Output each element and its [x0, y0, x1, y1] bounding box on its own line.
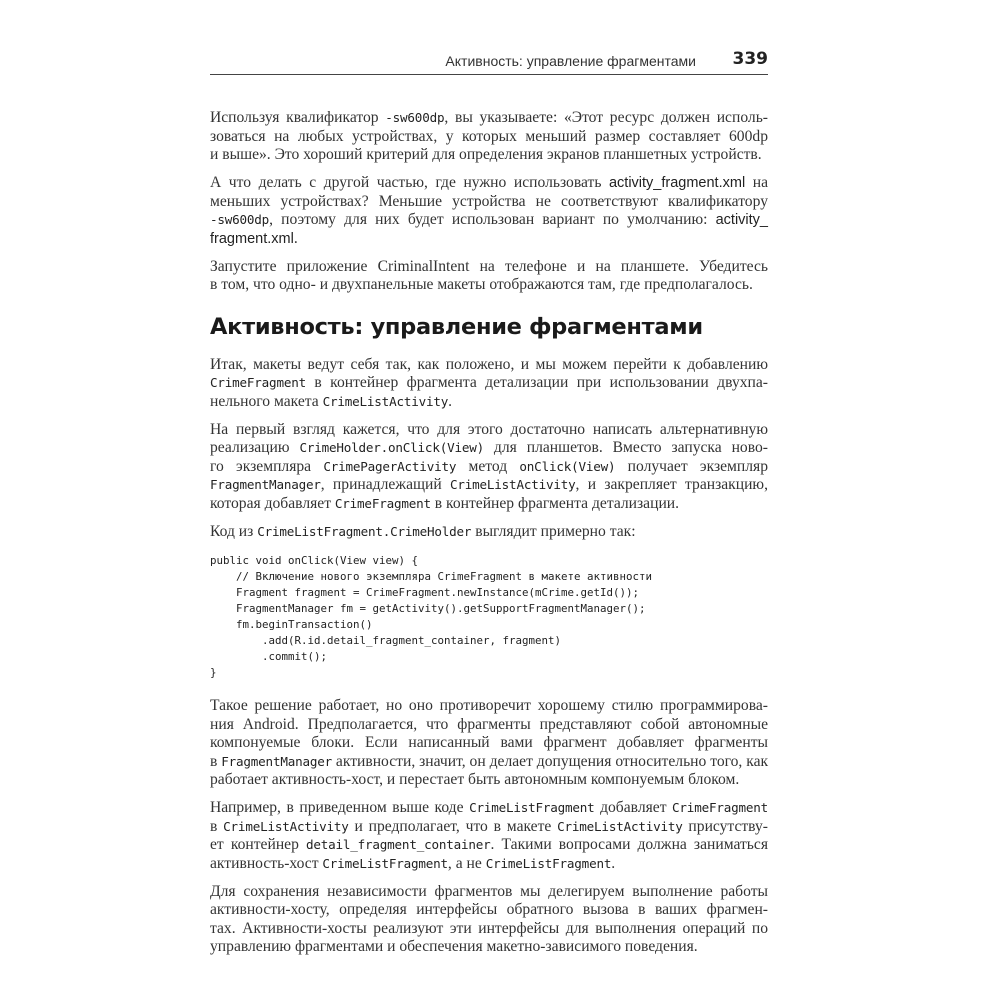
text-run: тах. Активности-хосты реализуют эти интерфейсы для выполнения операций по	[210, 919, 768, 937]
text-line	[210, 393, 768, 412]
text-run: .	[448, 392, 453, 410]
text-line	[210, 697, 768, 716]
text-line	[210, 799, 768, 818]
paragraph	[210, 697, 768, 790]
inline-code: onClick(View)	[519, 458, 616, 474]
text-line	[210, 458, 768, 477]
text-line	[210, 276, 768, 295]
text-run: выглядит примерно так:	[471, 522, 636, 540]
text-line	[210, 109, 768, 128]
text-run: На первый взгляд кажется, что для этого достаточно написать альтернативную	[210, 420, 768, 438]
inline-code: FragmentManager	[221, 753, 332, 769]
inline-code: -sw600dp	[385, 110, 445, 125]
text-line	[210, 753, 768, 772]
code-line: FragmentManager fm = getActivity().getSupportFragmentManager();	[210, 602, 646, 615]
code-line: .commit();	[210, 650, 328, 663]
inline-code: CrimeHolder.onClick(View)	[299, 440, 484, 455]
inline-code: CrimeListFragment	[485, 855, 612, 871]
text-line	[210, 128, 768, 147]
code-line: // Включение нового экземпляра CrimeFragment в макете активности	[210, 570, 653, 583]
text-run: активность-хост	[210, 854, 323, 872]
code-line: .add(R.id.detail_fragment_container, fragment)	[210, 634, 562, 647]
text-run: го экземпляра	[210, 457, 324, 475]
text-run: Такое решение работает, но оно противоречит хорошему стилю программирова-	[210, 697, 768, 714]
text-run: в том, что одно- и двухпанельные макеты отображаются там, где предполагалось.	[210, 276, 753, 293]
section-heading: Активность: управление фрагментами	[210, 313, 703, 340]
text-run: Для сохранения независимости фрагментов мы делегируем выполнение работы	[210, 882, 768, 900]
filename: fragment.xml	[210, 230, 294, 247]
page-number: 339	[732, 49, 768, 69]
page-body	[210, 109, 768, 966]
text-run: и выше». Это хороший критерий для определения экранов планшетных устройств.	[210, 146, 762, 163]
text-run: .	[293, 229, 298, 247]
running-header	[210, 48, 768, 75]
text-run: , поэтому для них будет использован вариант по умолчанию:	[269, 211, 716, 228]
text-line	[210, 938, 768, 957]
text-run: зоваться на любых устройствах, у которых меньший размер составляет 600dp	[210, 127, 768, 145]
paragraph	[210, 258, 768, 295]
text-run: в	[210, 752, 222, 770]
text-line	[210, 356, 768, 375]
code-line: public void onClick(View view) {	[210, 554, 419, 567]
text-line	[210, 476, 768, 495]
paragraph	[210, 883, 768, 957]
text-line	[210, 495, 768, 514]
text-run: метод	[456, 457, 520, 475]
text-line	[210, 901, 768, 920]
paragraph	[210, 356, 768, 412]
filename: activity_	[715, 212, 768, 228]
text-run: реализацию	[210, 439, 300, 456]
text-line	[210, 836, 768, 855]
text-run: управлению фрагментами и обеспечения макетно-зависимого поведения.	[210, 938, 698, 955]
text-run: в контейнер фрагмента детализации.	[430, 494, 680, 512]
inline-code: CrimeFragment	[672, 800, 769, 815]
text-run: меньших устройствах? Меньшие устройства не соответствуют квалификатору	[210, 192, 768, 210]
inline-code: detail_fragment_container	[305, 837, 491, 852]
paragraph	[210, 523, 768, 542]
code-line: Fragment fragment = CrimeFragment.newInstance(mCrime.getId());	[210, 586, 640, 599]
text-line	[210, 734, 768, 753]
text-run: , вы указываете: «Этот ресурс должен исполь-	[444, 109, 768, 126]
running-header-title: Активность: управление фрагментами	[445, 53, 696, 69]
text-run: компонуемые блоки. Если написанный вами фрагмент добавляет фрагменты	[210, 734, 768, 751]
text-line	[210, 771, 768, 790]
text-line	[210, 374, 768, 393]
text-run: добавляет	[594, 799, 673, 816]
text-run: А что делать с другой частью, где нужно использовать	[210, 174, 609, 191]
text-run: получает экземпляр	[615, 457, 769, 475]
text-line	[210, 193, 768, 212]
text-line	[210, 818, 768, 837]
text-run: ет контейнер	[210, 836, 306, 853]
text-line	[210, 523, 768, 542]
text-run: активности, значит, он делает допущения относительно того, как	[332, 752, 769, 770]
text-run: , и закрепляет транзакцию,	[575, 476, 768, 493]
inline-code: FragmentManager	[210, 477, 321, 492]
text-run: нельного макета	[210, 392, 323, 410]
text-run: для планшетов. Вместо запуска ново-	[484, 439, 768, 456]
inline-code: CrimeListActivity	[450, 477, 576, 492]
text-run: Например, в приведенном выше коде	[210, 799, 470, 816]
text-run: в контейнер фрагмента детализации при использовании двухпа-	[305, 374, 768, 391]
filename: activity_fragment.xml	[608, 175, 746, 191]
code-line: }	[210, 666, 217, 679]
inline-code: CrimePagerActivity	[323, 458, 457, 474]
text-line	[210, 146, 768, 165]
inline-code: CrimeListFragment.CrimeHolder	[257, 523, 472, 539]
paragraph	[210, 174, 768, 248]
text-run: на	[745, 174, 768, 191]
text-run: и предполагает, что в макете	[348, 817, 558, 835]
text-line	[210, 211, 768, 230]
text-run: активности-хосту, определяя интерфейсы обратного вызова в ваших фрагмен-	[210, 901, 768, 918]
inline-code: CrimeListActivity	[557, 818, 683, 834]
inline-code: CrimeListFragment	[469, 800, 595, 815]
inline-code: CrimeListFragment	[322, 855, 448, 871]
text-run: Итак, макеты ведут себя так, как положено, и мы можем перейти к добавлению	[210, 355, 768, 373]
text-run: работает активность-хост, и перестает быть автономным компонуемым блоком.	[210, 771, 740, 788]
text-run: . Такими вопросами должна заниматься	[490, 836, 768, 853]
text-run: Код из	[210, 522, 258, 540]
text-run: , принадлежащий	[320, 476, 450, 493]
inline-code: CrimeListActivity	[223, 818, 349, 834]
text-run: в	[210, 817, 224, 835]
paragraph	[210, 109, 768, 165]
text-run: Запустите приложение CriminalIntent на телефоне и на планшете. Убедитесь	[210, 257, 768, 275]
text-line	[210, 716, 768, 735]
text-run: которая добавляет	[210, 494, 335, 512]
code-line: fm.beginTransaction()	[210, 618, 373, 631]
inline-code: CrimeFragment	[334, 495, 431, 511]
text-line	[210, 439, 768, 458]
text-run: присутству-	[682, 817, 768, 835]
text-run: Используя квалификатор	[210, 109, 386, 126]
paragraph	[210, 421, 768, 514]
text-run: ния Android. Предполагается, что фрагменты представляют собой автономные	[210, 715, 768, 733]
text-line	[210, 883, 768, 902]
text-line	[210, 421, 768, 440]
text-line	[210, 920, 768, 939]
text-line	[210, 230, 768, 249]
text-line	[210, 855, 768, 874]
text-line	[210, 174, 768, 193]
text-line	[210, 258, 768, 277]
inline-code: CrimeFragment	[210, 375, 306, 390]
inline-code: -sw600dp	[210, 212, 270, 227]
inline-code: CrimeListActivity	[322, 393, 449, 409]
paragraph	[210, 799, 768, 873]
text-run: .	[611, 854, 616, 872]
text-run: , а не	[447, 854, 486, 872]
code-listing	[210, 553, 768, 681]
